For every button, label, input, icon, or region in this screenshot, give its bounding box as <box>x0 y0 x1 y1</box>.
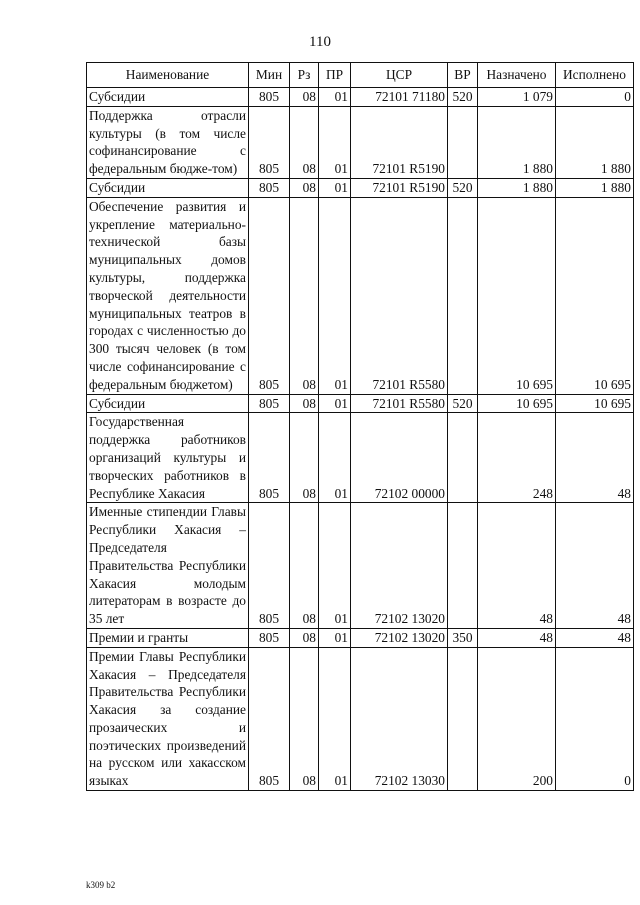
table-row <box>87 503 634 629</box>
row-name-text: Именные стипендии Главы Республики Хакасия – Председателя Правительства Республики Хакасия молодым литераторам в возрасте до 35 лет <box>89 504 246 627</box>
cell-min: 805 <box>249 178 290 197</box>
cell-csr: 72101 71180 <box>351 88 448 107</box>
cell-name <box>87 197 249 394</box>
cell-vr <box>448 647 478 790</box>
table-row <box>87 178 634 197</box>
cell-rz: 08 <box>290 197 319 394</box>
cell-name <box>87 88 249 107</box>
cell-assigned: 200 <box>478 647 556 790</box>
header-assigned: Назначено <box>478 63 556 88</box>
row-name-text: Государственная поддержка работников организаций культуры и творческих работников в Республике Хакасия <box>89 414 246 501</box>
cell-csr: 72102 13030 <box>351 647 448 790</box>
row-name-text: Субсидии <box>89 179 146 195</box>
cell-assigned: 10 695 <box>478 197 556 394</box>
cell-name <box>87 503 249 629</box>
cell-pr: 01 <box>319 413 351 503</box>
cell-executed: 10 695 <box>556 197 634 394</box>
cell-executed: 48 <box>556 628 634 647</box>
header-executed: Исполнено <box>556 63 634 88</box>
row-name-text: Субсидии <box>89 395 146 411</box>
row-name-text: Субсидии <box>89 89 146 104</box>
cell-name <box>87 413 249 503</box>
cell-name <box>87 178 249 197</box>
cell-min: 805 <box>249 503 290 629</box>
cell-assigned: 1 880 <box>478 178 556 197</box>
cell-rz: 08 <box>290 106 319 178</box>
cell-rz: 08 <box>290 178 319 197</box>
cell-assigned: 1 880 <box>478 106 556 178</box>
cell-pr: 01 <box>319 178 351 197</box>
cell-rz: 08 <box>290 413 319 503</box>
cell-pr: 01 <box>319 88 351 107</box>
cell-rz: 08 <box>290 394 319 413</box>
cell-vr: 350 <box>448 628 478 647</box>
budget-table <box>86 62 634 791</box>
header-min: Мин <box>249 63 290 88</box>
cell-min: 805 <box>249 628 290 647</box>
header-row <box>87 63 634 88</box>
cell-csr: 72102 13020 <box>351 628 448 647</box>
cell-executed: 48 <box>556 413 634 503</box>
header-name: Наименование <box>87 63 249 88</box>
cell-assigned: 48 <box>478 503 556 629</box>
cell-vr: 520 <box>448 394 478 413</box>
cell-pr: 01 <box>319 647 351 790</box>
table-body <box>87 88 634 791</box>
cell-executed: 48 <box>556 503 634 629</box>
cell-min: 805 <box>249 197 290 394</box>
cell-assigned: 48 <box>478 628 556 647</box>
cell-executed: 0 <box>556 647 634 790</box>
cell-pr: 01 <box>319 106 351 178</box>
cell-csr: 72101 R5190 <box>351 106 448 178</box>
footer-code: k309 b2 <box>86 880 116 890</box>
cell-rz: 08 <box>290 647 319 790</box>
table-row <box>87 413 634 503</box>
cell-executed: 10 695 <box>556 394 634 413</box>
cell-pr: 01 <box>319 394 351 413</box>
cell-name <box>87 106 249 178</box>
cell-vr <box>448 197 478 394</box>
header-pr: ПР <box>319 63 351 88</box>
table-row <box>87 197 634 394</box>
row-name-text: Премии Главы Республики Хакасия – Председателя Правительства Республики Хакасия за создание прозаических и поэтических произведений на русском или хакасском языках <box>89 648 246 789</box>
cell-executed: 1 880 <box>556 106 634 178</box>
cell-min: 805 <box>249 647 290 790</box>
header-rz: Рз <box>290 63 319 88</box>
cell-csr: 72102 13020 <box>351 503 448 629</box>
cell-min: 805 <box>249 413 290 503</box>
table-row <box>87 647 634 790</box>
page-number: 110 <box>309 34 331 50</box>
cell-min: 805 <box>249 106 290 178</box>
cell-name <box>87 394 249 413</box>
header-vr: ВР <box>448 63 478 88</box>
cell-executed: 0 <box>556 88 634 107</box>
cell-min: 805 <box>249 88 290 107</box>
cell-csr: 72102 00000 <box>351 413 448 503</box>
cell-executed: 1 880 <box>556 178 634 197</box>
cell-name <box>87 628 249 647</box>
row-name-text: Поддержка отрасли культуры (в том числе софинансирование с федеральным бюдже-том) <box>89 107 246 177</box>
cell-vr: 520 <box>448 88 478 107</box>
row-name-text: Премии и гранты <box>89 629 189 645</box>
cell-rz: 08 <box>290 628 319 647</box>
cell-csr: 72101 R5190 <box>351 178 448 197</box>
table-row <box>87 394 634 413</box>
table-row <box>87 628 634 647</box>
cell-csr: 72101 R5580 <box>351 394 448 413</box>
cell-vr <box>448 503 478 629</box>
cell-name <box>87 647 249 790</box>
cell-pr: 01 <box>319 197 351 394</box>
header-csr: ЦСР <box>351 63 448 88</box>
cell-assigned: 10 695 <box>478 394 556 413</box>
cell-min: 805 <box>249 394 290 413</box>
row-name-text: Обеспечение развития и укрепление материально-технической базы муниципальных домов культуры, поддержка творческой деятельности муниципальных театров в городах с численностью до 300 тысяч человек (в том числе софинансирование с федеральным бюджетом) <box>89 198 246 392</box>
table-row <box>87 88 634 107</box>
cell-vr <box>448 106 478 178</box>
cell-csr: 72101 R5580 <box>351 197 448 394</box>
cell-pr: 01 <box>319 628 351 647</box>
cell-pr: 01 <box>319 503 351 629</box>
cell-rz: 08 <box>290 88 319 107</box>
cell-assigned: 248 <box>478 413 556 503</box>
cell-vr <box>448 413 478 503</box>
cell-vr: 520 <box>448 178 478 197</box>
table-row <box>87 106 634 178</box>
cell-assigned: 1 079 <box>478 88 556 107</box>
cell-rz: 08 <box>290 503 319 629</box>
